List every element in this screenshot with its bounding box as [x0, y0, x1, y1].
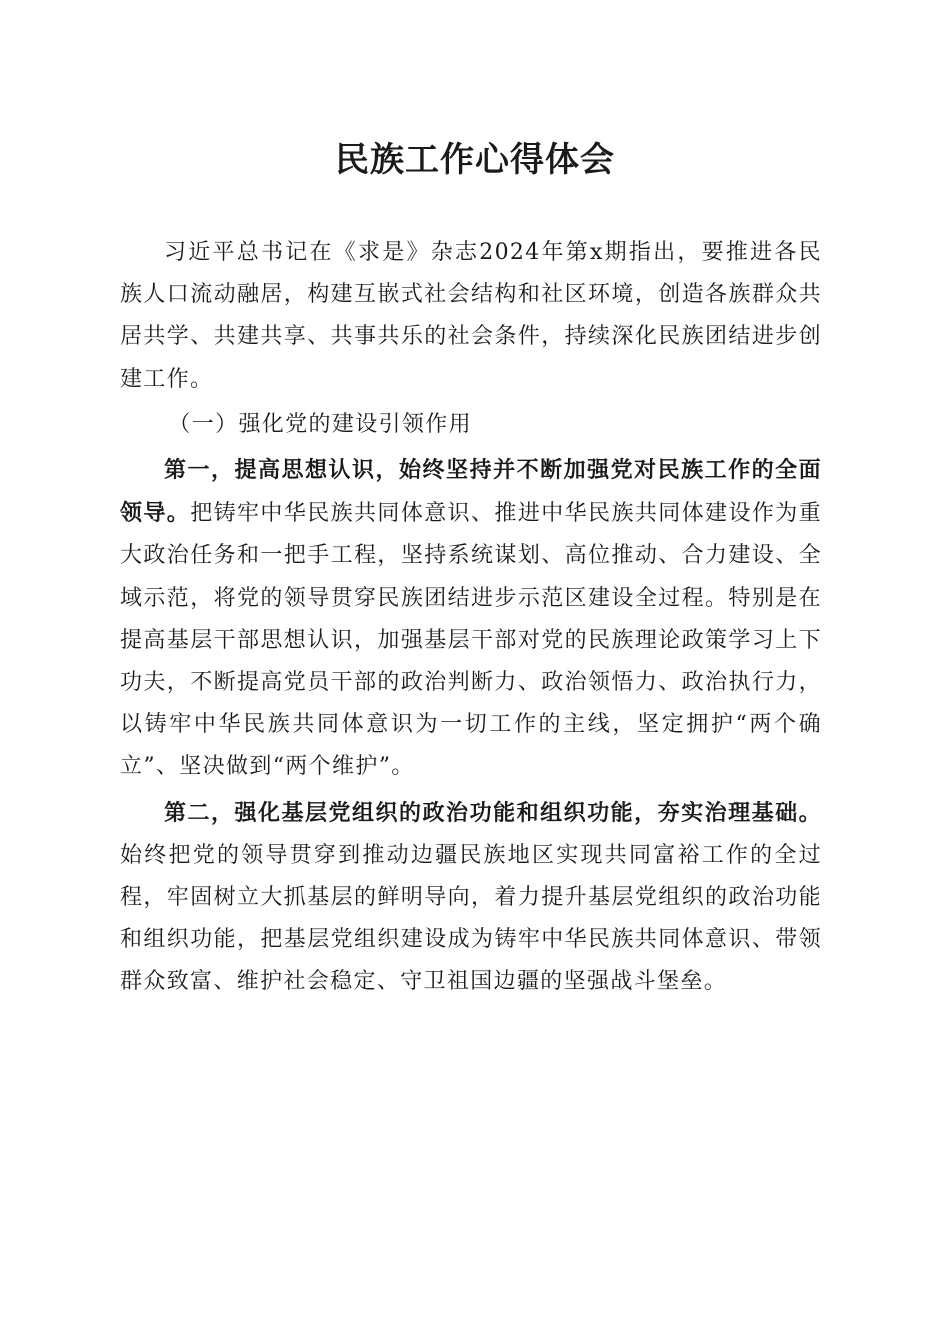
paragraph-second-lead: 第二，强化基层党组织的政治功能和组织功能，夯实治理基础。	[164, 799, 822, 826]
paragraph-first-lead: 第一，提高思想认识，始终坚持并不断加强党对民族工作的全面领导。	[120, 457, 822, 527]
intro-paragraph-text: 习近平总书记在《求是》杂志2024年第x期指出，要推进各民族人口流动融居，构建互嵌式社会结构和社区环境，创造各族群众共居共学、共建共享、共事共乐的社会条件，持续深化民族团结进步创建工作。	[120, 240, 822, 392]
section-heading-text: （一）强化党的建设引领作用	[168, 411, 472, 437]
paragraph-first-text: 把铸牢中华民族共同体意识、推进中华民族共同体建设作为重大政治任务和一把手工程，坚持系统谋划、高位推动、合力建设、全域示范，将党的领导贯穿民族团结进步示范区建设全过程。特别是在提高基层干部思想认识，加强基层干部对党的民族理论政策学习上下功夫，不断提高党员干部的政治判断力、政治领悟力、政治执行力，以铸牢中华民族共同体意识为一切工作的主线，坚定拥护“两个确立”、坚决做到“两个维护”。	[120, 501, 823, 780]
paragraph-second	[120, 792, 822, 1004]
paragraph-first	[120, 449, 822, 789]
section-heading	[120, 404, 822, 446]
paragraph-second-text: 始终把党的领导贯穿到推动边疆民族地区实现共同富裕工作的全过程，牢固树立大抓基层的鲜明导向，着力提升基层党组织的政治功能和组织功能，把基层党组织建设成为铸牢中华民族共同体意识、带领群众致富、维护社会稳定、守卫祖国边疆的坚强战斗堡垒。	[120, 842, 822, 995]
intro-paragraph	[120, 232, 822, 401]
document-body	[120, 232, 822, 1004]
document-title: 民族工作心得体会	[335, 140, 615, 180]
